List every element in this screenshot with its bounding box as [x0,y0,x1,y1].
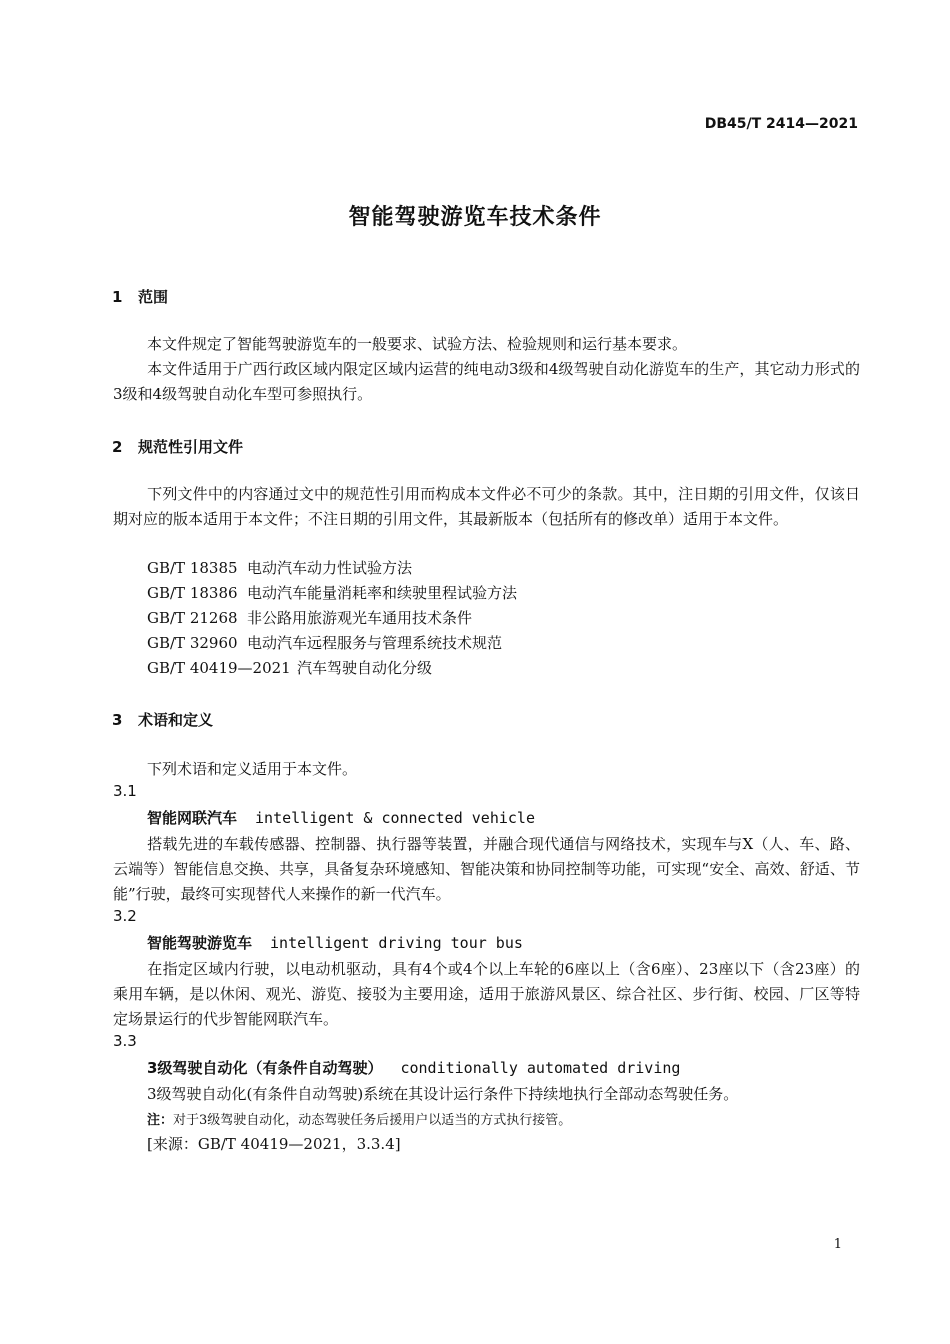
note-label: 注： [147,1113,174,1128]
document-title: 智能驾驶游览车技术条件 [348,205,602,230]
reference-code: GB/T 40419—2021 [147,659,291,677]
term-definition [113,1082,860,1107]
section-2-heading [112,436,243,457]
paragraph-text: 本文件规定了智能驾驶游览车的一般要求、试验方法、检验规则和运行基本要求。 [147,335,688,353]
reference-title: 电动汽车动力性试验方法 [247,559,413,577]
term-definition [113,832,860,907]
note-text: 对于3级驾驶自动化，动态驾驶任务后援用户以适当的方式执行接管。 [173,1113,572,1128]
reference-title: 汽车驾驶自动化分级 [297,659,433,677]
term-english: conditionally automated driving [400,1059,681,1077]
definition-text: 搭载先进的车载传感器、控制器、执行器等装置，并融合现代通信与网络技术，实现车与X（人、车、路、云端等）智能信息交换、共享，具备复杂环境感知、智能决策和协同控制等功能，可实现“安全、高效、舒适、节能”行驶，最终可实现替代人来操作的新一代汽车。 [113,835,860,903]
term-chinese: 3级驾驶自动化（有条件自动驾驶） [147,1059,383,1077]
term-number: 3.2 [113,907,137,925]
section-number: 2 [112,438,123,456]
section-1-paragraph-2 [113,357,860,407]
paragraph-text: 下列文件中的内容通过文中的规范性引用而构成本文件必不可少的条款。其中，注日期的引用文件，仅该日期对应的版本适用于本文件；不注日期的引用文件，其最新版本（包括所有的修改单）适用于本文件。 [113,485,860,528]
term-definition [113,957,860,1032]
term-heading [147,1057,680,1078]
term-note [147,1109,571,1128]
reference-code: GB/T 18385 [147,559,238,577]
section-title: 规范性引用文件 [138,438,244,456]
reference-title: 电动汽车能量消耗率和续驶里程试验方法 [247,584,518,602]
reference-code: GB/T 18386 [147,584,238,602]
section-3-heading [112,709,213,730]
section-1-heading [112,286,168,307]
reference-title: 电动汽车远程服务与管理系统技术规范 [247,634,503,652]
section-title: 术语和定义 [138,711,214,729]
page-number: 1 [833,1237,842,1252]
term-source: [来源：GB/T 40419—2021，3.3.4] [147,1135,401,1153]
normative-reference [147,582,517,603]
section-number: 1 [112,288,123,306]
definition-text: 在指定区域内行驶，以电动机驱动，具有4个或4个以上车轮的6座以上（含6座）、23座以下（含23座）的乘用车辆，是以休闲、观光、游览、接驳为主要用途，适用于旅游风景区、综合社区、步行街、校园、厂区等特定场景运行的代步智能网联汽车。 [113,960,860,1028]
term-heading [147,807,535,828]
section-2-paragraph-1 [113,482,860,532]
term-number: 3.1 [113,782,137,800]
paragraph-text: 下列术语和定义适用于本文件。 [147,760,358,778]
normative-reference [147,632,502,653]
term-heading [147,932,523,953]
normative-reference [147,657,432,678]
section-number: 3 [112,711,123,729]
reference-title: 非公路用旅游观光车通用技术条件 [247,609,473,627]
term-english: intelligent & connected vehicle [255,809,535,827]
reference-code: GB/T 32960 [147,634,238,652]
normative-reference [147,557,412,578]
definition-text: 3级驾驶自动化(有条件自动驾驶)系统在其设计运行条件下持续地执行全部动态驾驶任务。 [147,1085,739,1103]
section-1-paragraph-1 [113,332,860,357]
reference-code: GB/T 21268 [147,609,238,627]
term-chinese: 智能网联汽车 [147,809,238,827]
paragraph-text: 本文件适用于广西行政区域内限定区域内运营的纯电动3级和4级驾驶自动化游览车的生产，其它动力形式的3级和4级驾驶自动化车型可参照执行。 [113,360,860,403]
section-title: 范围 [138,288,169,306]
term-number: 3.3 [113,1032,137,1050]
section-3-intro [113,757,860,782]
term-chinese: 智能驾驶游览车 [147,934,253,952]
standard-code: DB45/T 2414—2021 [704,116,858,132]
term-english: intelligent driving tour bus [270,934,523,952]
normative-reference [147,607,472,628]
